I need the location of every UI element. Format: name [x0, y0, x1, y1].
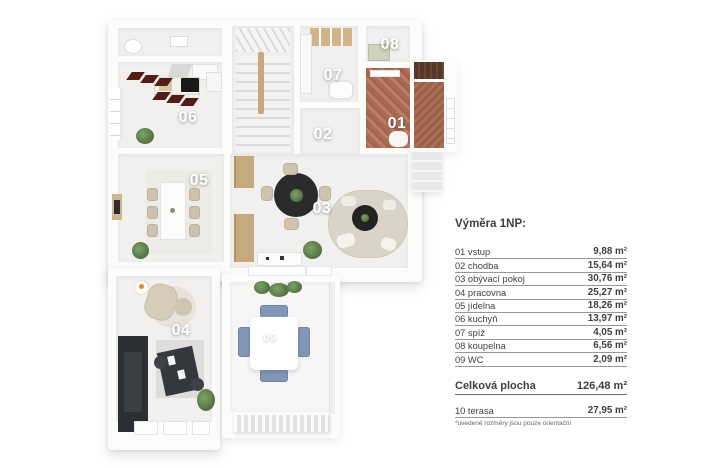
legend-room-area: 9,88 m²	[593, 246, 627, 258]
kitchen-fridge	[206, 72, 222, 92]
legend-room-label: 04 pracovna	[455, 287, 507, 298]
legend-terrace-row	[455, 404, 627, 418]
legend-room-label: 08 koupelna	[455, 341, 506, 352]
legend-row	[455, 259, 627, 272]
ottoman	[174, 298, 192, 316]
terrace-chair	[297, 327, 310, 357]
stair-railing-hatch	[236, 28, 290, 52]
legend-room-label: 05 jídelna	[455, 300, 496, 311]
cooktop	[181, 78, 199, 92]
legend-room-area: 4,05 m²	[593, 326, 627, 338]
area-legend	[455, 218, 627, 427]
legend-room-area: 6,56 m²	[593, 340, 627, 352]
front-door	[414, 62, 444, 79]
sofa-cushion	[383, 200, 396, 210]
plant	[303, 241, 322, 259]
legend-terrace-label: 10 terasa	[455, 405, 494, 416]
stair-handrail	[258, 52, 264, 114]
legend-room-label: 02 chodba	[455, 260, 499, 271]
dining-chair	[147, 206, 158, 219]
legend-room-area: 25,27 m²	[587, 286, 627, 298]
legend-row	[455, 246, 627, 259]
terrace-door	[248, 266, 306, 276]
terrace-door	[306, 266, 332, 276]
legend-total-area: 126,48 m²	[576, 379, 627, 392]
room-label-office: 04	[171, 322, 191, 339]
terrace-plant	[269, 283, 289, 297]
tv-screen	[124, 352, 142, 412]
terrace-railing	[234, 412, 330, 432]
porch-deck	[414, 82, 444, 148]
side-table-decor	[139, 284, 144, 289]
legend-room-area: 2,09 m²	[593, 353, 627, 365]
legend-room-area: 15,64 m²	[587, 259, 627, 271]
tall-cabinet	[234, 214, 254, 262]
legend-row	[455, 300, 627, 313]
floor-window	[134, 421, 158, 435]
room-label-entrance: 01	[387, 115, 407, 132]
room-label-kitchen: 06	[178, 109, 198, 126]
room-label-terrace-table: 09	[263, 332, 277, 344]
living-chair	[284, 218, 299, 230]
legend-room-area: 18,26 m²	[587, 299, 627, 311]
legend-room-label: 01 vstup	[455, 247, 491, 258]
sideboard-decor	[280, 256, 284, 260]
dining-chair	[189, 206, 200, 219]
dining-table-decor	[170, 208, 175, 213]
desk-chair	[154, 356, 167, 369]
floor-window	[192, 421, 210, 435]
skylight-oval	[124, 39, 142, 54]
terrace-railing-side	[329, 282, 335, 414]
entrance-mat	[389, 131, 408, 147]
plant	[136, 128, 154, 144]
room-label-pantry: 07	[323, 67, 343, 84]
entrance-shelf	[370, 70, 400, 77]
legend-total-label: Celková plocha	[455, 379, 536, 392]
legend-footnote: *uvedené rozměry jsou pouze orientační	[455, 419, 572, 427]
room-label-dining: 05	[189, 172, 209, 189]
plant	[197, 389, 215, 411]
floor-window	[163, 421, 187, 435]
dining-chair	[147, 188, 158, 201]
legend-room-label: 06 kuchyň	[455, 314, 498, 325]
room-label-bathroom: 08	[380, 36, 400, 53]
kitchen-window	[110, 88, 122, 140]
terrace-plant	[287, 281, 302, 293]
legend-room-label: 07 spíž	[455, 327, 485, 338]
legend-total-row	[455, 379, 627, 395]
living-chair	[261, 186, 273, 201]
legend-title: Výměra 1NP:	[455, 218, 526, 230]
coffee-table-plant	[361, 214, 369, 222]
pantry-shelves	[300, 34, 312, 94]
wall-art	[114, 200, 120, 214]
dining-chair	[147, 224, 158, 237]
plant	[132, 242, 149, 259]
skylight-rect	[170, 36, 188, 47]
table-plant	[290, 189, 303, 202]
porch-steps	[412, 152, 442, 192]
terrace-chair	[260, 369, 288, 382]
sofa-cushion	[341, 196, 356, 206]
porch-window	[446, 98, 455, 144]
dining-chair	[189, 224, 200, 237]
legend-row	[455, 286, 627, 299]
terrace-plant	[254, 281, 270, 294]
legend-row	[455, 313, 627, 326]
living-chair	[283, 163, 298, 175]
legend-room-area: 30,76 m²	[587, 273, 627, 285]
living-chair	[319, 186, 331, 201]
legend-room-area: 13,97 m²	[587, 313, 627, 325]
legend-room-label: 09 WC	[455, 354, 484, 365]
legend-room-label: 03 obývací pokoj	[455, 274, 525, 285]
legend-row	[455, 273, 627, 286]
pantry-skylight	[310, 28, 352, 46]
legend-terrace-area: 27,95 m²	[587, 404, 627, 416]
legend-row	[455, 340, 627, 353]
room-label-hallway: 02	[313, 126, 333, 143]
sideboard-decor	[266, 257, 269, 260]
room-label-living: 03	[312, 200, 332, 217]
legend-row	[455, 326, 627, 339]
tall-cabinet	[234, 156, 254, 188]
legend-row	[455, 353, 627, 366]
